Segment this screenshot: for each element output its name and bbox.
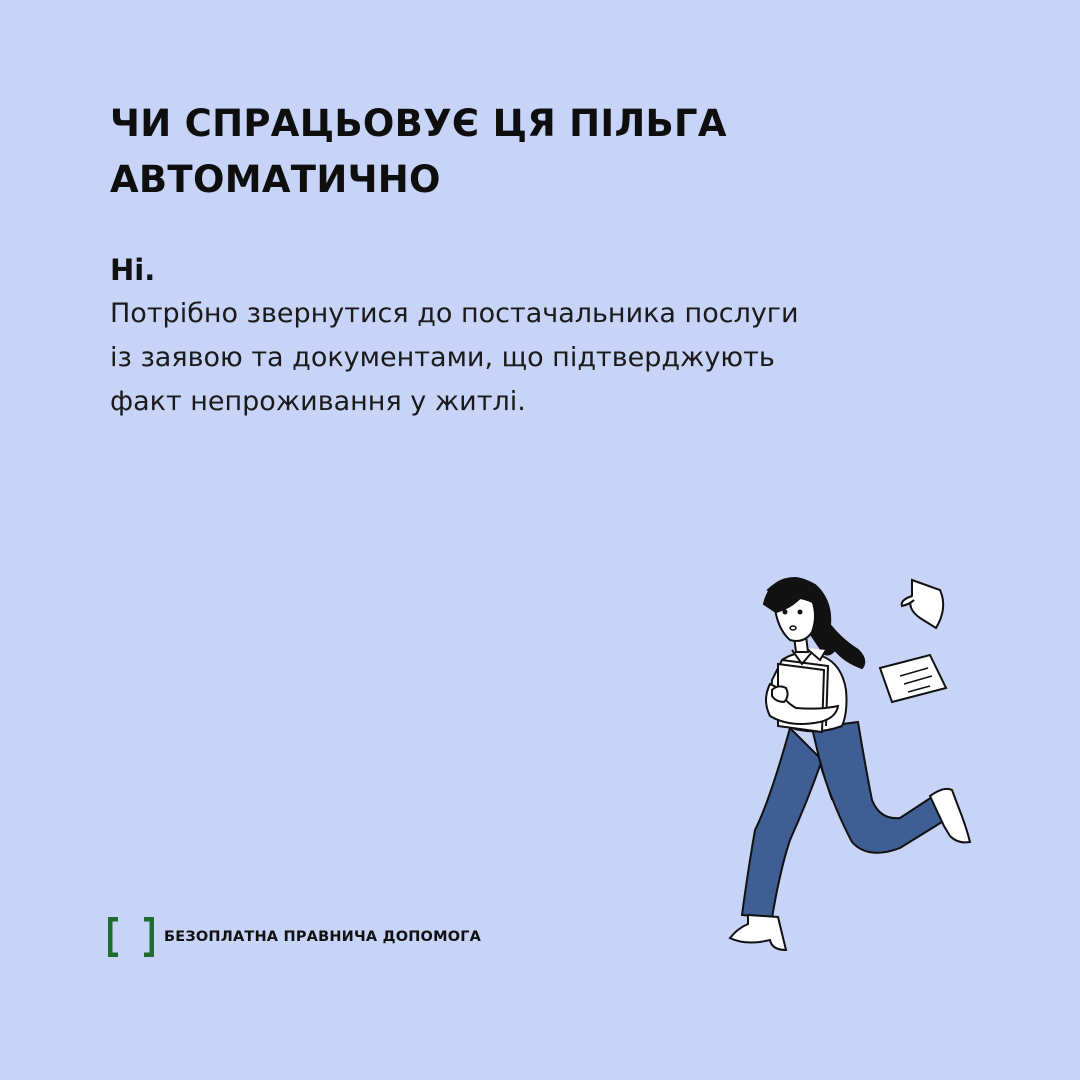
logo-text: БЕЗОПЛАТНА ПРАВНИЧА ДОПОМОГА bbox=[164, 929, 482, 945]
body-line-2: із заявою та документами, що підтверджують bbox=[110, 342, 775, 373]
brand-logo bbox=[108, 917, 481, 957]
body-paragraph bbox=[110, 292, 930, 424]
bracket-logo-icon bbox=[108, 917, 154, 957]
title-line-2: АВТОМАТИЧНО bbox=[110, 158, 441, 201]
flying-paper-icon bbox=[880, 655, 946, 702]
body-line-3: факт непроживання у житлі. bbox=[110, 386, 526, 417]
woman-running-with-documents-icon bbox=[715, 560, 990, 960]
title-line-1: ЧИ СПРАЦЬОВУЄ ЦЯ ПІЛЬГА bbox=[110, 102, 727, 145]
body-line-1: Потрібно звернутися до постачальника послуги bbox=[110, 298, 799, 329]
answer-text: Ні. bbox=[110, 253, 156, 287]
flying-paper-icon bbox=[902, 580, 943, 628]
page-title bbox=[110, 96, 810, 208]
